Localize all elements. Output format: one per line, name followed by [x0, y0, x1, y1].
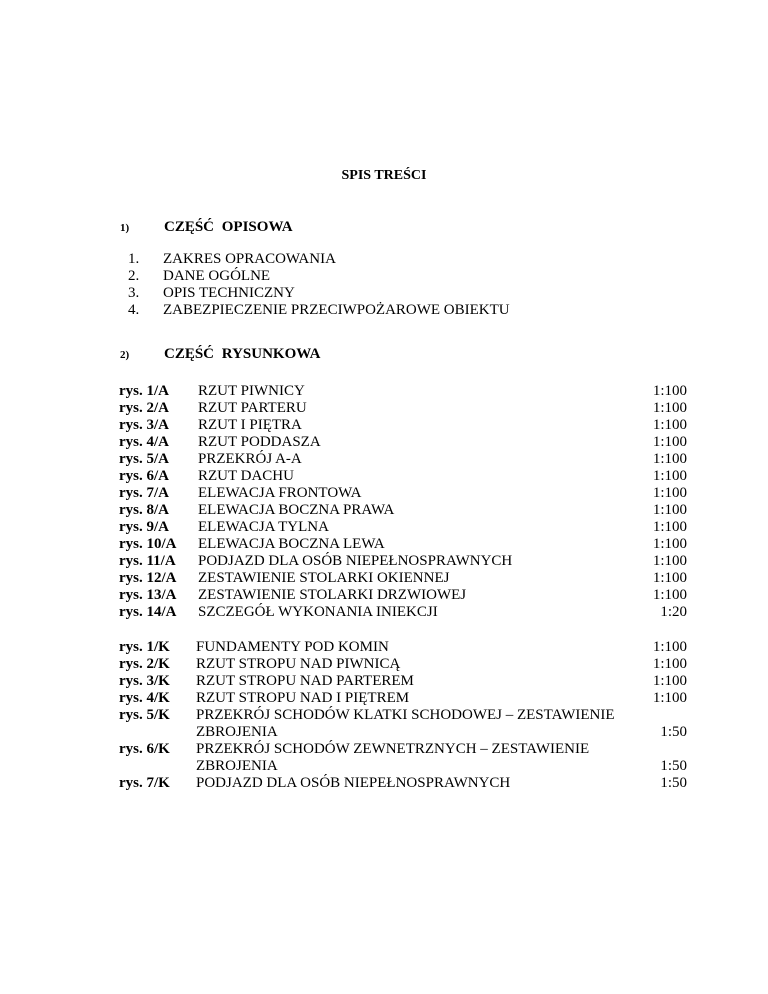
drawing-code: rys. 11/A	[119, 553, 176, 569]
drawing-row	[119, 502, 687, 519]
drawing-code: rys. 10/A	[119, 536, 177, 552]
drawing-row	[119, 417, 687, 434]
item-label: ZAKRES OPRACOWANIA	[163, 251, 336, 267]
drawing-title: ZESTAWIENIE STOLARKI DRZWIOWEJ	[198, 587, 467, 603]
drawing-row	[119, 519, 687, 536]
list-item	[128, 302, 648, 319]
drawing-row	[119, 604, 687, 621]
drawing-title: RZUT PIWNICY	[198, 383, 305, 399]
drawing-scale: 1:100	[652, 587, 687, 603]
structural-drawings-list	[119, 639, 687, 792]
drawing-scale: 1:100	[652, 468, 687, 484]
drawing-code: rys. 1/K	[119, 639, 170, 655]
drawing-title: ZESTAWIENIE STOLARKI OKIENNEJ	[198, 570, 450, 586]
list-item	[128, 268, 648, 285]
drawing-title: RZUT PARTERU	[198, 400, 307, 416]
section-label: CZĘŚĆ RYSUNKOWA	[164, 346, 321, 362]
drawing-scale: 1:20	[660, 604, 687, 620]
drawing-row	[119, 775, 687, 792]
list-item	[128, 285, 648, 302]
drawing-scale: 1:100	[652, 502, 687, 518]
drawing-code: rys. 4/K	[119, 690, 170, 706]
drawing-row	[119, 656, 687, 673]
drawing-code: rys. 1/A	[119, 383, 169, 399]
drawing-title: SZCZEGÓŁ WYKONANIA INIEKCJI	[198, 604, 438, 620]
drawing-row	[119, 741, 687, 775]
drawing-scale: 1:100	[652, 639, 687, 655]
drawing-title: RZUT STROPU NAD I PIĘTREM	[196, 690, 410, 706]
drawing-code: rys. 9/A	[119, 519, 169, 535]
drawing-scale: 1:100	[652, 417, 687, 433]
drawing-row	[119, 468, 687, 485]
item-number: 1.	[128, 251, 140, 267]
drawing-scale: 1:100	[652, 536, 687, 552]
section-number: 2)	[120, 349, 130, 361]
item-number: 4.	[128, 302, 140, 318]
drawing-scale: 1:100	[652, 553, 687, 569]
drawing-title: RZUT DACHU	[198, 468, 294, 484]
drawing-scale: 1:100	[652, 673, 687, 689]
drawing-title: ELEWACJA BOCZNA LEWA	[198, 536, 385, 552]
page-title: SPIS TREŚCI	[341, 168, 427, 183]
drawing-row	[119, 570, 687, 587]
item-number: 2.	[128, 268, 140, 284]
drawing-code: rys. 3/A	[119, 417, 169, 433]
drawing-code: rys. 7/K	[119, 775, 170, 791]
drawing-row	[119, 485, 687, 502]
drawing-scale: 1:100	[652, 570, 687, 586]
section-number: 1)	[120, 222, 130, 234]
drawing-title: ELEWACJA BOCZNA PRAWA	[198, 502, 395, 518]
drawing-title: RZUT STROPU NAD PARTEREM	[196, 673, 414, 689]
item-number: 3.	[128, 285, 140, 301]
drawing-row	[119, 673, 687, 690]
drawing-scale: 1:100	[652, 690, 687, 706]
item-label: ZABEZPIECZENIE PRZECIWPOŻAROWE OBIEKTU	[163, 302, 510, 318]
drawing-row	[119, 639, 687, 656]
drawing-title: PODJAZD DLA OSÓB NIEPEŁNOSPRAWNYCH	[198, 553, 513, 569]
drawing-code: rys. 2/K	[119, 656, 170, 672]
drawing-title: ELEWACJA TYLNA	[198, 519, 329, 535]
drawing-scale: 1:100	[652, 656, 687, 672]
drawing-scale: 1:100	[652, 400, 687, 416]
drawing-row	[119, 383, 687, 400]
drawing-scale: 1:50	[660, 758, 687, 774]
drawing-code: rys. 6/K	[119, 741, 170, 757]
drawing-code: rys. 5/A	[119, 451, 169, 467]
drawing-scale: 1:100	[652, 434, 687, 450]
drawing-row	[119, 451, 687, 468]
drawing-row	[119, 434, 687, 451]
section-descriptive-heading	[120, 219, 293, 237]
drawing-title: PRZEKRÓJ SCHODÓW KLATKI SCHODOWEJ – ZESTAWIENIE ZBROJENIA	[196, 707, 615, 740]
section-label: CZĘŚĆ OPISOWA	[164, 219, 293, 235]
drawing-row	[119, 536, 687, 553]
drawing-row	[119, 707, 687, 741]
section-drawings-heading	[120, 346, 320, 364]
drawing-scale: 1:100	[652, 485, 687, 501]
drawing-title: FUNDAMENTY POD KOMIN	[196, 639, 389, 655]
drawing-scale: 1:100	[652, 383, 687, 399]
drawing-row	[119, 553, 687, 570]
drawing-scale: 1:100	[652, 451, 687, 467]
drawing-scale: 1:50	[660, 775, 687, 791]
drawing-title: RZUT PODDASZA	[198, 434, 321, 450]
drawing-title: PRZEKRÓJ A-A	[198, 451, 302, 467]
drawing-code: rys. 5/K	[119, 707, 170, 723]
drawing-code: rys. 8/A	[119, 502, 169, 518]
drawing-code: rys. 12/A	[119, 570, 177, 586]
item-label: DANE OGÓLNE	[163, 268, 271, 284]
drawing-code: rys. 3/K	[119, 673, 170, 689]
drawing-title: PRZEKRÓJ SCHODÓW ZEWNETRZNYCH – ZESTAWIENIE ZBROJENIA	[196, 741, 590, 774]
drawing-code: rys. 7/A	[119, 485, 169, 501]
drawing-code: rys. 2/A	[119, 400, 169, 416]
drawing-code: rys. 6/A	[119, 468, 169, 484]
drawing-code: rys. 13/A	[119, 587, 177, 603]
list-item	[128, 251, 648, 268]
drawing-title: RZUT I PIĘTRA	[198, 417, 302, 433]
drawing-scale: 1:100	[652, 519, 687, 535]
descriptive-items-list	[128, 251, 648, 319]
architectural-drawings-list	[119, 383, 687, 621]
drawing-code: rys. 14/A	[119, 604, 177, 620]
drawing-row	[119, 690, 687, 707]
item-label: OPIS TECHNICZNY	[163, 285, 295, 301]
drawing-code: rys. 4/A	[119, 434, 169, 450]
drawing-title: PODJAZD DLA OSÓB NIEPEŁNOSPRAWNYCH	[196, 775, 511, 791]
drawing-scale: 1:50	[660, 724, 687, 740]
drawing-row	[119, 400, 687, 417]
drawing-title: ELEWACJA FRONTOWA	[198, 485, 362, 501]
drawing-row	[119, 587, 687, 604]
drawing-title: RZUT STROPU NAD PIWNICĄ	[196, 656, 401, 672]
